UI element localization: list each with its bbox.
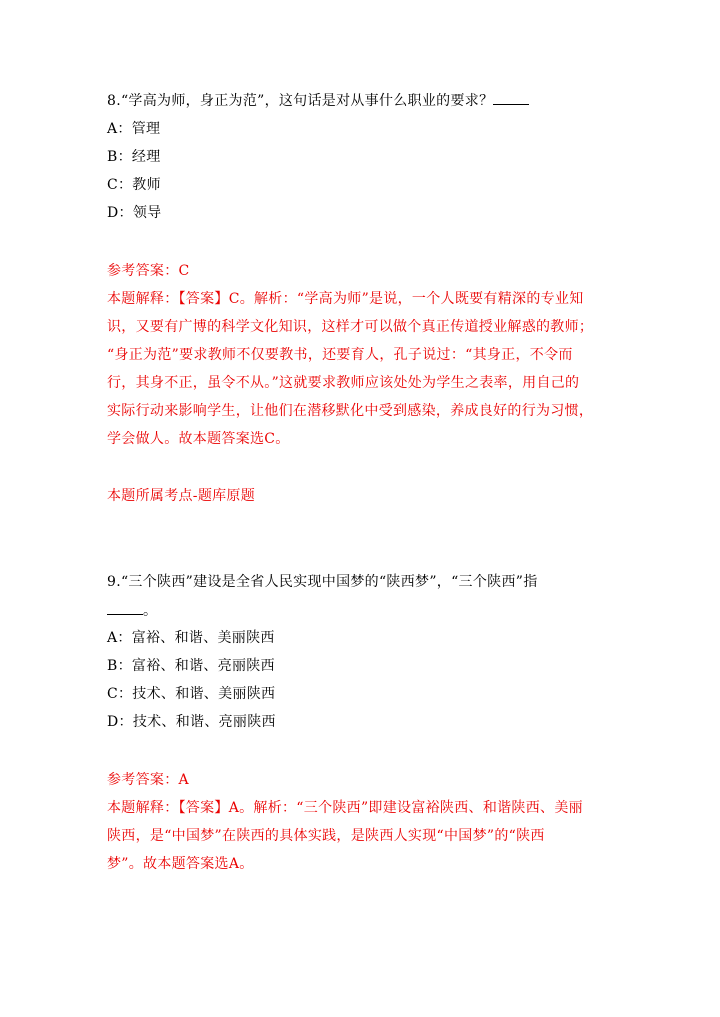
question-8-explanation-line-1: 本题解释：【答案】C。解析：“学高为师”是说，一个人既要有精深的专业知: [107, 291, 584, 307]
answer-blank: [107, 600, 143, 615]
question-9-stem-line-2: [107, 600, 157, 621]
question-9-explanation-line-2: 陕西，是“中国梦”在陕西的具体实践，是陕西人实现“中国梦”的“陕西: [107, 828, 545, 844]
question-8-explanation-line-6: 学会做人。故本题答案选C。: [107, 431, 290, 447]
question-8-stem: [107, 90, 529, 111]
question-8-option-c: C：教师: [107, 177, 161, 193]
question-9-stem-suffix: 。: [143, 603, 158, 619]
question-9-option-a: A：富裕、和谐、美丽陕西: [107, 630, 275, 646]
answer-blank: [493, 90, 529, 105]
question-8-source: 本题所属考点-题库原题: [107, 488, 256, 504]
question-9-explanation-line-3: 梦”。故本题答案选A。: [107, 856, 254, 872]
question-9-stem-line-1: 9.“三个陕西”建设是全省人民实现中国梦的“陕西梦”，“三个陕西”指: [107, 574, 538, 590]
question-9-answer: 参考答案：A: [107, 772, 189, 788]
question-8-explanation-line-4: 行，其身不正，虽令不从。”这就要求教师应该处处为学生之表率，用自己的: [107, 375, 580, 391]
question-8-explanation-line-5: 实际行动来影响学生，让他们在潜移默化中受到感染，养成良好的行为习惯，: [107, 403, 594, 419]
question-8-option-a: A：管理: [107, 121, 161, 137]
question-8-option-b: B：经理: [107, 149, 161, 165]
question-8-text: 8.“学高为师，身正为范”，这句话是对从事什么职业的要求？: [107, 93, 494, 109]
question-8-option-d: D：领导: [107, 205, 162, 221]
question-8-explanation-line-3: “身正为范”要求教师不仅要教书，还要育人，孔子说过：“其身正，不令而: [107, 347, 573, 363]
question-9-option-b: B：富裕、和谐、亮丽陕西: [107, 658, 275, 674]
question-8-answer: 参考答案：C: [107, 263, 190, 279]
question-8-explanation-line-2: 识，又要有广博的科学文化知识，这样才可以做个真正传道授业解惑的教师；: [107, 319, 594, 335]
question-9-option-c: C：技术、和谐、美丽陕西: [107, 686, 276, 702]
question-9-explanation-line-1: 本题解释：【答案】A。解析：“三个陕西”即建设富裕陕西、和谐陕西、美丽: [107, 800, 583, 816]
question-9-option-d: D：技术、和谐、亮丽陕西: [107, 714, 276, 730]
